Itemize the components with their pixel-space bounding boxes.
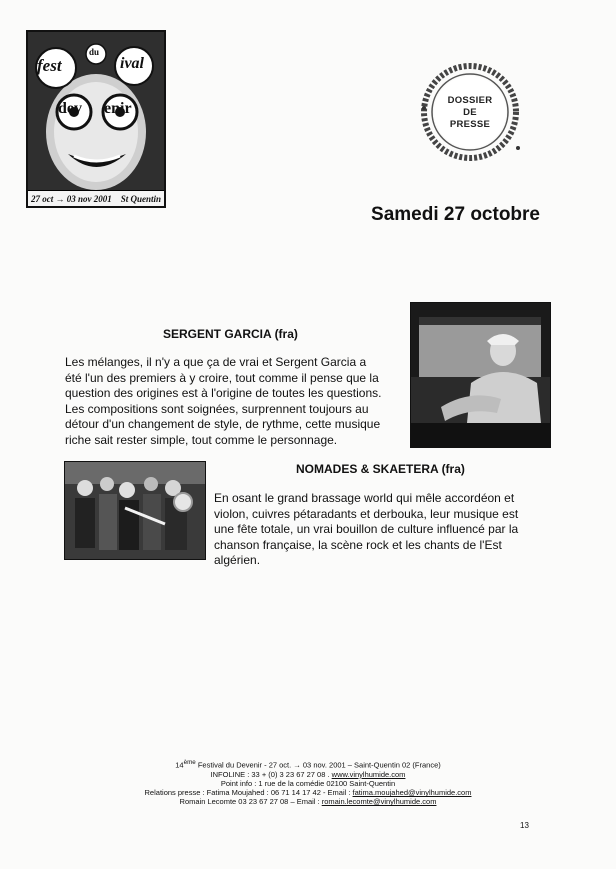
text-line: algérien. (214, 553, 261, 567)
section-title-nomades-skaetera: NOMADES & SKAETERA (fra) (296, 462, 465, 476)
photo-nomades-skaetera (64, 461, 206, 560)
page-date-title: Samedi 27 octobre (371, 204, 540, 225)
photo-sergent-garcia (410, 302, 551, 448)
text-line: question des origines est à l'origine de toutes les questions. (65, 386, 382, 400)
text-line: chanson française, la scène rock et les chants de l'Est (214, 537, 502, 552)
section-text-nomades-skaetera (214, 491, 544, 569)
text-line: Les compositions sont soignées, surprennent toujours au (65, 401, 369, 416)
footer-infoline (100, 770, 516, 779)
text-line: riche sait rester simple, tout comme le personnage. (65, 432, 338, 447)
logo-word-dev: dev (58, 100, 82, 117)
footer-press-relations (100, 788, 516, 797)
section-text-sergent-garcia (65, 355, 403, 448)
footer-edition-number: 14 (175, 760, 184, 770)
press-stamp (418, 60, 522, 164)
stamp-line: PRESSE (449, 119, 491, 130)
email-link-fatima[interactable]: fatima.moujahed@vinylhumide.com (352, 788, 472, 798)
text-line: une fête totale, un vrai bouillon de culture influencé par la (214, 522, 519, 536)
footer-press-text-2: Romain Lecomte 03 23 67 27 08 – Email : (179, 797, 322, 807)
logo-word-fest: fest (37, 56, 62, 75)
festival-logo (26, 30, 166, 208)
logo-dates-bar (28, 190, 164, 206)
text-line: En osant le grand brassage world qui mêle accordéon et (214, 491, 515, 505)
logo-word-enir: enir (104, 100, 132, 117)
photo-nomades-skaetera-image (65, 462, 205, 559)
footer-infoline-text: INFOLINE : 33 + (0) 3 23 67 27 08 . (210, 769, 332, 779)
footer-press-relations-2 (100, 797, 516, 806)
stamp-text (418, 95, 522, 131)
footer-press-text: Relations presse : Fatima Moujahed : 06 71 14 17 42 - Email : (144, 788, 353, 798)
footer-point-info: Point info : 1 rue de la comédie 02100 Saint-Quentin (220, 778, 396, 788)
logo-place: St Quentin (120, 193, 161, 204)
photo-sergent-garcia-image (411, 303, 550, 447)
text-line: été l'un des premiers à y croire, tout comme il pense que la (65, 370, 379, 385)
text-line: violon, cuivres pétaradants et derbouka, leur musique est (214, 506, 519, 521)
website-link[interactable]: www.vinylhumide.com (331, 769, 406, 779)
footer-festival-line (100, 758, 516, 770)
email-link-romain[interactable]: romain.lecomte@vinylhumide.com (321, 797, 437, 807)
text-line: détour d'un changement de style, de rythme, cette musique (65, 417, 381, 431)
logo-word-du: du (89, 47, 100, 57)
text-line: Les mélanges, il n'y a que ça de vrai et Sergent Garcia a (65, 355, 367, 369)
footer-edition-suffix: ème (183, 759, 196, 766)
logo-word-ival: ival (120, 55, 144, 72)
stamp-line: DE (463, 107, 477, 118)
footer-contact-info (100, 758, 516, 807)
footer-festival-info: Festival du Devenir - 27 oct. → 03 nov. 2001 – Saint-Quentin 02 (France) (195, 760, 441, 770)
stamp-line: DOSSIER (447, 95, 493, 106)
logo-dates: 27 oct → 03 nov 2001 (31, 193, 112, 204)
page-number: 13 (520, 821, 529, 830)
section-title-sergent-garcia: SERGENT GARCIA (fra) (163, 327, 298, 341)
